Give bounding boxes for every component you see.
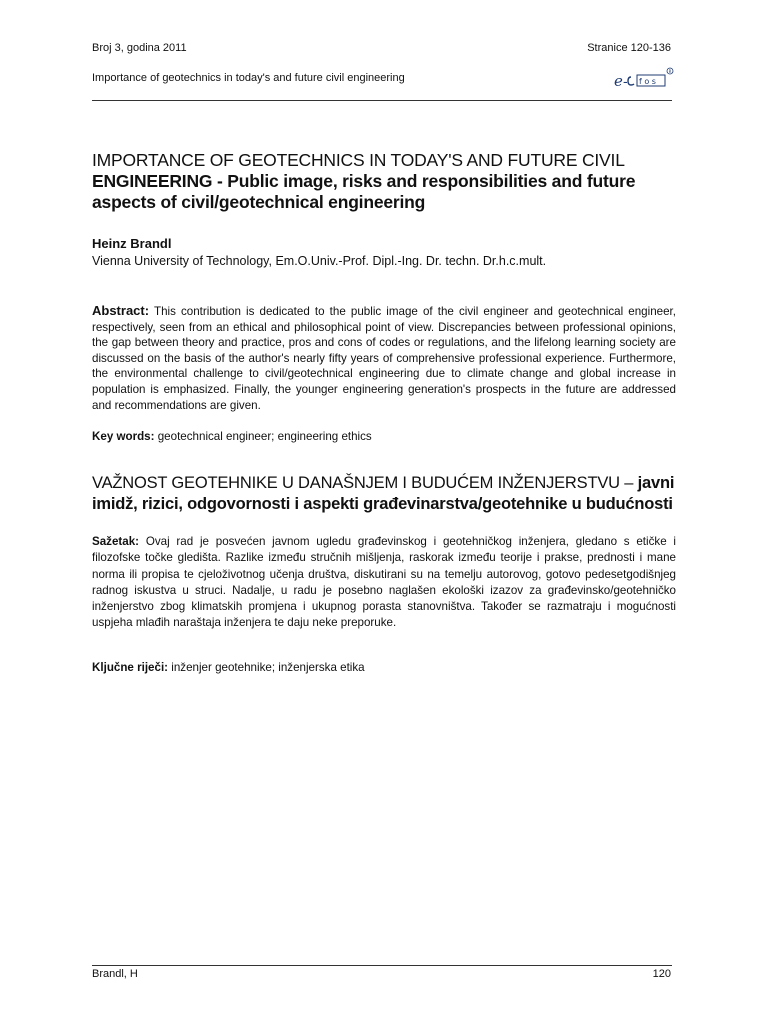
- article-title: [92, 150, 682, 213]
- sazetak-label: Sažetak:: [92, 535, 140, 548]
- keywords-text: geotechnical engineer; engineering ethics: [157, 430, 372, 443]
- header-divider: [92, 100, 672, 101]
- croatian-title: [92, 473, 682, 515]
- abstract-text: This contribution is dedicated to the public image of the civil engineer and geotechnical engineer, respectively, seen from an ethical and philosophical point of view. Discrepancies between professional opinions, the gap between theory and practice, pros and cons of codes or regulations, and the lifelong learning society are discussed on the basis of the author's nearly fifty years of comprehensive professional experience. Furthermore, the environmental challenge to civil/geotechnical engineering due to climate change and global increase in population is emphasized. Finally, the younger engineering generation's prospects in the future are addressed and recommendations are given.: [92, 305, 676, 412]
- page-range: Stranice 120-136: [587, 42, 671, 54]
- footer-divider: [92, 965, 672, 966]
- croatian-abstract: [92, 534, 676, 632]
- svg-text:R: R: [668, 69, 672, 74]
- keywords-label: Key words:: [92, 430, 155, 443]
- running-title: Importance of geotechnics in today's and future civil engineering: [92, 72, 405, 84]
- title-line-2: ENGINEERING - Public image, risks and responsibilities and future aspects of civil/geotechnical engineering: [92, 171, 636, 212]
- svg-text:e: e: [614, 72, 623, 90]
- author-affiliation: Vienna University of Technology, Em.O.Univ.-Prof. Dipl.-Ing. Dr. techn. Dr.h.c.mult.: [92, 254, 547, 268]
- keywords: [92, 429, 372, 444]
- title-line-1: IMPORTANCE OF GEOTECHNICS IN TODAY'S AND FUTURE CIVIL: [92, 150, 625, 170]
- croatian-title-line-1: VAŽNOST GEOTEHNIKE U DANAŠNJEM I BUDUĆEM INŽENJERSTVU –: [92, 474, 634, 492]
- svg-text:-: -: [623, 75, 628, 90]
- egfos-logo: [613, 66, 675, 92]
- kljucne-text: inženjer geotehnike; inženjerska etika: [171, 661, 365, 674]
- sazetak-text: Ovaj rad je posvećen javnom ugledu građevinskog i geotehničkog inženjera, gledano s etičke i filozofske točke gledišta. Razlike između stručnih mišljenja, raskorak između teorije i prakse, prednosti i mane norma ili propisa te cjeloživotnog učenja društva, diskutirani su na temelju autorovog, gotovo pedesetgodišnjeg radnog iskustva u struci. Nadalje, u radu je posebno naglašen ekološki izazov za građevinsko/geotehničko inženjerstvo zbog klimatskih promjena i ukupnog porasta stanovništva. Također se razmatraju i mogućnosti uspjeha mlađih naraštaja inženjera te daju neke preporuke.: [92, 535, 676, 630]
- footer-author: Brandl, H: [92, 968, 138, 980]
- author-name: Heinz Brandl: [92, 236, 172, 251]
- journal-issue: Broj 3, godina 2011: [92, 42, 187, 54]
- croatian-title-line-2: javni imidž, rizici, odgovornosti i aspekti građevinarstva/geotehnike u budućnosti: [92, 474, 675, 513]
- page-number: 120: [652, 968, 671, 980]
- svg-text:f o s: f o s: [639, 77, 656, 86]
- croatian-keywords: [92, 660, 365, 675]
- abstract-label: Abstract:: [92, 303, 150, 318]
- abstract: [92, 303, 676, 413]
- kljucne-label: Ključne riječi:: [92, 661, 169, 674]
